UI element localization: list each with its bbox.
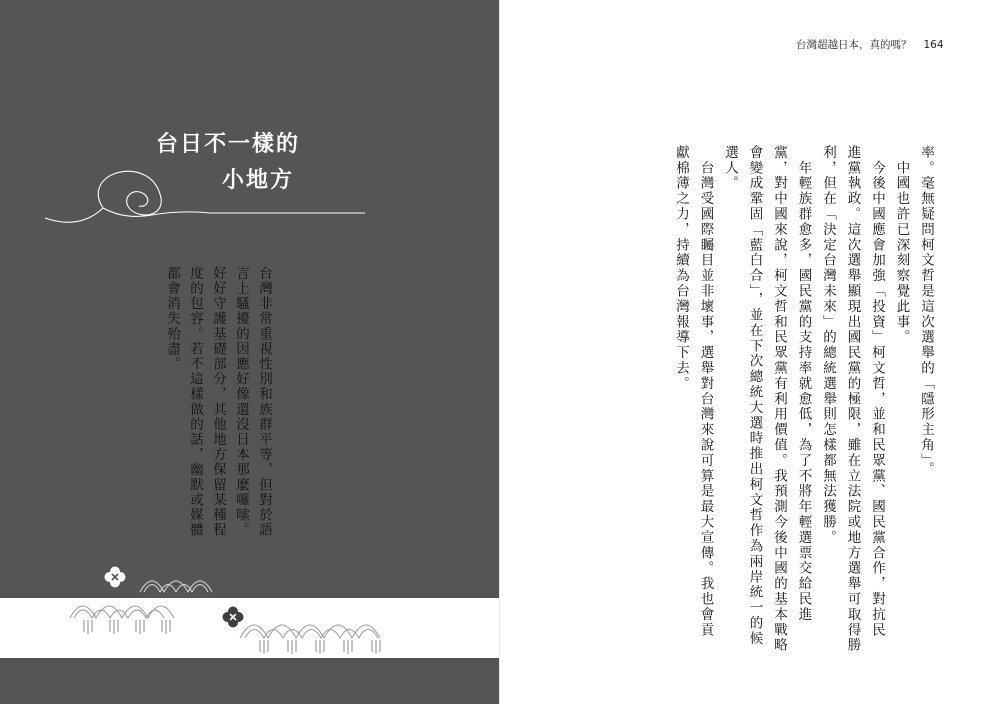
page-number: 164 — [923, 39, 944, 51]
left-body-line: 台灣非常重視性別和族群平等，但對於語 — [256, 266, 272, 538]
running-head-title: 台灣超越日本，真的嗎？ — [796, 39, 912, 51]
wave-pattern-icon — [0, 540, 500, 660]
left-body-line: 都會消失殆盡。 — [164, 266, 180, 372]
clover-icon — [104, 566, 126, 588]
swirl-line-icon — [40, 162, 370, 232]
left-body-line: 好好守護基礎部分，其他地方保留某種程 — [210, 266, 226, 538]
left-body-line: 度的包容。若不這樣做的話，幽默或媒體 — [187, 266, 203, 538]
right-body-line: 年輕族群愈多，國民黨的支持率就愈低，為了不將年輕選票交給民進 — [795, 145, 812, 623]
right-body-line: 今後中國應會加強「投資」柯文哲，並和民眾黨、國民黨合作，對抗民 — [869, 145, 885, 638]
running-head — [796, 37, 944, 52]
right-body-line: 台灣受國際矚目並非壞事，選舉對台灣來說可算是最大宣傳。我也會貢 — [697, 145, 714, 638]
right-body-line: 進黨執政。這次選舉顯現出國民黨的極限，雖在立法院或地方選舉可取得勝 — [844, 145, 861, 654]
section-title-line-2: 小地方 — [222, 168, 295, 193]
right-body-line: 會變成鞏固「藍白合」，並在下次總統大選時推出柯文哲作為兩岸統一的候 — [746, 145, 763, 647]
left-body-text — [160, 266, 275, 566]
right-body-line: 率。毫無疑問柯文哲是這次選舉的「隱形主角」。 — [918, 145, 934, 478]
left-body-line: 言上騷擾的因應好像還沒日本那麼囉嗦。 — [233, 266, 249, 538]
right-body-line: 黨，對中國來說，柯文哲和民眾黨有利用價值。我預測今後中國的基本戰略 — [771, 145, 787, 654]
right-body-line: 選人。 — [722, 145, 738, 192]
right-body-text — [669, 145, 939, 654]
right-body-line: 中國也許已深刻察覺此事。 — [893, 145, 910, 346]
clover-icon — [222, 606, 244, 628]
right-body-line: 獻棉薄之力，持續為台灣報導下去。 — [673, 145, 689, 392]
right-page — [500, 0, 1000, 704]
right-body-line: 利，但在「決定台灣未來」的總統選舉則怎樣都無法獲勝。 — [820, 145, 836, 546]
section-title-line-1: 台日不一樣的 — [156, 132, 301, 157]
